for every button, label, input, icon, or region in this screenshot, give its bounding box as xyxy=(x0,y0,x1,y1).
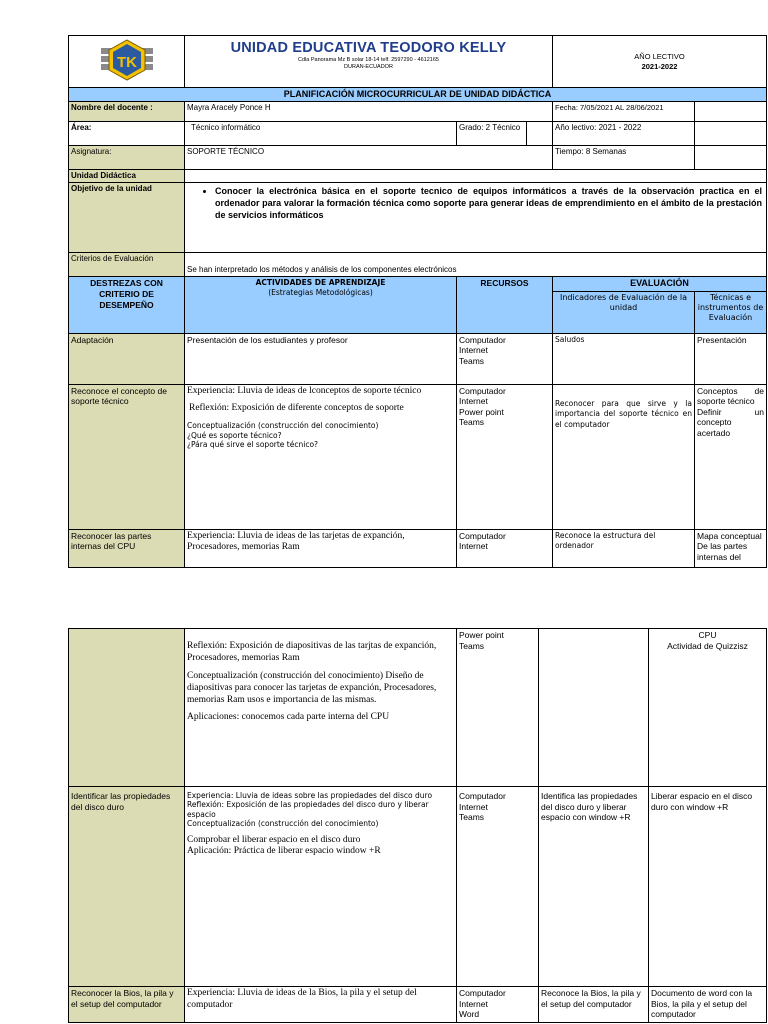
col-actividades-header xyxy=(185,277,457,333)
actividad-text: ¿Qué es soporte técnico? xyxy=(187,430,282,440)
area-label: Área: xyxy=(69,122,185,146)
indicador-cell: Reconoce la Bios, la pila y el setup del computador xyxy=(539,987,649,1023)
actividad-text: Aplicación: Práctica de liberar espacio window +R xyxy=(187,846,381,857)
table-row xyxy=(69,629,767,787)
tecnica-item: Mapa conceptual xyxy=(697,530,762,541)
recursos-cell xyxy=(457,529,553,567)
indicador-cell: Reconocer para que sirve y la importancia del soporte técnico en el computador xyxy=(553,384,695,529)
planning-table-2 xyxy=(68,628,767,1023)
table-row xyxy=(69,787,767,987)
destreza-cell: Identificar las propiedades del disco duro xyxy=(69,787,185,987)
school-name: UNIDAD EDUCATIVA TEODORO KELLY xyxy=(230,40,507,56)
actividad-text: Experiencia: Lluvia de ideas de lconceptos de soporte técnico xyxy=(187,385,422,396)
actividad-text: Reflexión: Exposición de diapositivas de las tarjtas de expanción, Procesadores, memorias Ram xyxy=(187,641,437,663)
table-row xyxy=(69,987,767,1023)
recurso-item: Computador xyxy=(459,791,506,801)
tiempo-value: Tiempo: 8 Semanas xyxy=(553,146,695,170)
destreza-cell: Reconocer las partes internas del CPU xyxy=(69,529,185,567)
table-row xyxy=(69,333,767,384)
recurso-item: Computador xyxy=(459,385,506,396)
tecnica-cell xyxy=(649,629,767,787)
recurso-item: Internet xyxy=(459,396,488,407)
docente-label: Nombre del docente : xyxy=(69,102,185,122)
tecnica-item: De las partes internas del xyxy=(697,541,748,562)
fecha-value: Fecha: 7/05/2021 AL 28/06/2021 xyxy=(553,102,695,122)
recurso-item: Teams xyxy=(459,417,485,428)
actividad-text: Reflexión: Exposición de diferente conceptos de soporte xyxy=(189,403,404,414)
area-value: Técnico informático xyxy=(185,122,457,146)
recurso-item: Teams xyxy=(459,640,485,651)
col-actividades-title: ACTIVIDADES DE APRENDIZAJE xyxy=(255,278,386,288)
col-tecnicas-header: Técnicas e instrumentos de Evaluación xyxy=(695,291,767,333)
actividad-text: Aplicaciones: conocemos cada parte interna del CPU xyxy=(187,712,390,723)
recurso-item: Teams xyxy=(459,355,485,366)
indicador-cell: Reconoce la estructura del ordenador xyxy=(553,529,695,567)
empty-cell xyxy=(695,146,767,170)
col-destrezas-header: DESTREZAS CON CRITERIO DE DESEMPEÑO xyxy=(69,277,185,333)
objetivo-list xyxy=(189,186,762,221)
recurso-item: Power point xyxy=(459,406,504,417)
year-value: 2021-2022 xyxy=(641,61,678,71)
school-address: Cdla Panorama Mz B solar 18-14 telf. 2597290 - 4612165 xyxy=(298,57,439,64)
actividad-cell: Presentación de los estudiantes y profesor xyxy=(185,333,457,384)
docente-value: Mayra Aracely Ponce H xyxy=(185,102,553,122)
unidad-label: Unidad Didáctica xyxy=(69,170,185,183)
criterios-value: Se han interpretado los métodos y análisis de los componentes electrónicos xyxy=(185,253,767,277)
destreza-cell xyxy=(69,629,185,787)
recurso-item: Internet xyxy=(459,998,488,1009)
planning-table-1 xyxy=(68,35,767,568)
recurso-item: Internet xyxy=(459,541,488,552)
empty-cell xyxy=(695,122,767,146)
recursos-cell xyxy=(457,384,553,529)
indicador-cell: Identifica las propiedades del disco duro y liberar espacio con window +R xyxy=(539,787,649,987)
table-row xyxy=(69,384,767,529)
planning-page-2 xyxy=(68,628,766,1023)
tecnica-item: CPU xyxy=(698,630,717,640)
year-cell xyxy=(553,36,767,88)
actividad-cell xyxy=(185,787,457,987)
objetivo-value: • Conocer la electrónica básica en el soporte tecnico de equipos informáticos a través de la observación practica en el ordenador para valorar la formación técnica como soporte para generar ideas de emprendimiento en el ámbito de la prestación de servicios informáticos xyxy=(215,186,762,221)
actividad-cell: Experiencia: Lluvia de ideas de la Bios, la pila y el setup del computador xyxy=(185,987,457,1023)
actividad-cell: Experiencia: Lluvia de ideas de las tarjetas de expanción, Procesadores, memorias Ram xyxy=(185,529,457,567)
recurso-item: Computador xyxy=(459,530,506,541)
recursos-cell xyxy=(457,987,539,1023)
recurso-item: Computador xyxy=(459,334,506,345)
recurso-item: Internet xyxy=(459,345,488,356)
empty-cell xyxy=(695,102,767,122)
planning-page-1 xyxy=(68,35,766,568)
objetivo-cell xyxy=(185,183,767,253)
tecnica-cell xyxy=(695,529,767,567)
recurso-item: Computador xyxy=(459,988,506,998)
actividad-cell xyxy=(185,629,457,787)
indicador-cell: Saludos xyxy=(553,333,695,384)
recurso-item: Internet xyxy=(459,801,488,812)
tecnica-cell: Liberar espacio en el disco duro con window +R xyxy=(649,787,767,987)
school-logo xyxy=(95,38,159,82)
destreza-cell: Adaptación xyxy=(69,333,185,384)
destreza-cell: Reconocer la Bios, la pila y el setup del computador xyxy=(69,987,185,1023)
recurso-item: Teams xyxy=(459,812,485,823)
grado-value: Grado: 2 Técnico xyxy=(457,122,527,146)
school-header-cell xyxy=(185,36,553,88)
planning-title: PLANIFICACIÓN MICROCURRICULAR DE UNIDAD DIDÁCTICA xyxy=(69,88,767,102)
recurso-item: Word xyxy=(459,1009,480,1020)
asignatura-label: Asignatura: xyxy=(69,146,185,170)
actividad-text: ¿Pára qué sirve el soporte técnico? xyxy=(187,440,319,449)
tecnica-item: Definir un concepto acertado xyxy=(697,406,764,438)
tecnica-cell: Documento de word con la Bios, la pila y el setup del computador xyxy=(649,987,767,1023)
criterios-label: Criterios de Evaluación xyxy=(69,253,185,277)
tecnica-cell: Presentación xyxy=(695,333,767,384)
actividad-cell xyxy=(185,384,457,529)
anio-lectivo-value: Año lectivo: 2021 - 2022 xyxy=(553,122,695,146)
recursos-cell xyxy=(457,787,539,987)
col-indicadores-header: Indicadores de Evaluación de la unidad xyxy=(553,291,695,333)
actividad-text: Conceptualización (construcción del conocimiento) xyxy=(187,819,379,829)
year-label: AÑO LECTIVO xyxy=(634,52,685,62)
actividad-text: Comprobar el liberar espacio en el disco duro xyxy=(187,834,361,845)
tecnica-cell xyxy=(695,384,767,529)
col-actividades-subtitle: (Estrategias Metodológicas) xyxy=(268,287,373,297)
recursos-cell xyxy=(457,333,553,384)
table-row xyxy=(69,529,767,567)
tecnica-item: Actividad de Quizzisz xyxy=(667,640,748,651)
asignatura-value: SOPORTE TÉCNICO xyxy=(185,146,553,170)
recursos-cell xyxy=(457,629,539,787)
logo-text: TK xyxy=(116,54,137,72)
recurso-item: Power point xyxy=(459,630,504,640)
destreza-cell: Reconoce el concepto de soporte técnico xyxy=(69,384,185,529)
col-evaluacion-header: EVALUACIÓN xyxy=(553,277,767,291)
actividad-text: Conceptualización (construcción del conocimiento) xyxy=(187,421,379,431)
tecnica-item: Conceptos de soporte técnico xyxy=(697,385,764,407)
actividad-text: Conceptualización (construcción del conocimiento) Diseño de diapositivas para conocer las tarjetas de expanción, Procesadores, memorias Ram usos e importancia de las mismas. xyxy=(187,670,437,705)
unidad-value xyxy=(185,170,767,183)
empty-cell xyxy=(527,122,553,146)
actividad-text: Experiencia: Lluvia de ideas sobre las propiedades del disco duro xyxy=(187,791,433,800)
school-city: DURAN-ECUADOR xyxy=(344,64,393,70)
indicador-cell xyxy=(539,629,649,787)
objetivo-label: Objetivo de la unidad xyxy=(69,183,185,253)
logo-cell xyxy=(69,36,185,88)
actividad-text: Reflexión: Exposición de las propiedades del disco duro y liberar espacio xyxy=(187,800,429,819)
col-recursos-header: RECURSOS xyxy=(457,277,553,333)
